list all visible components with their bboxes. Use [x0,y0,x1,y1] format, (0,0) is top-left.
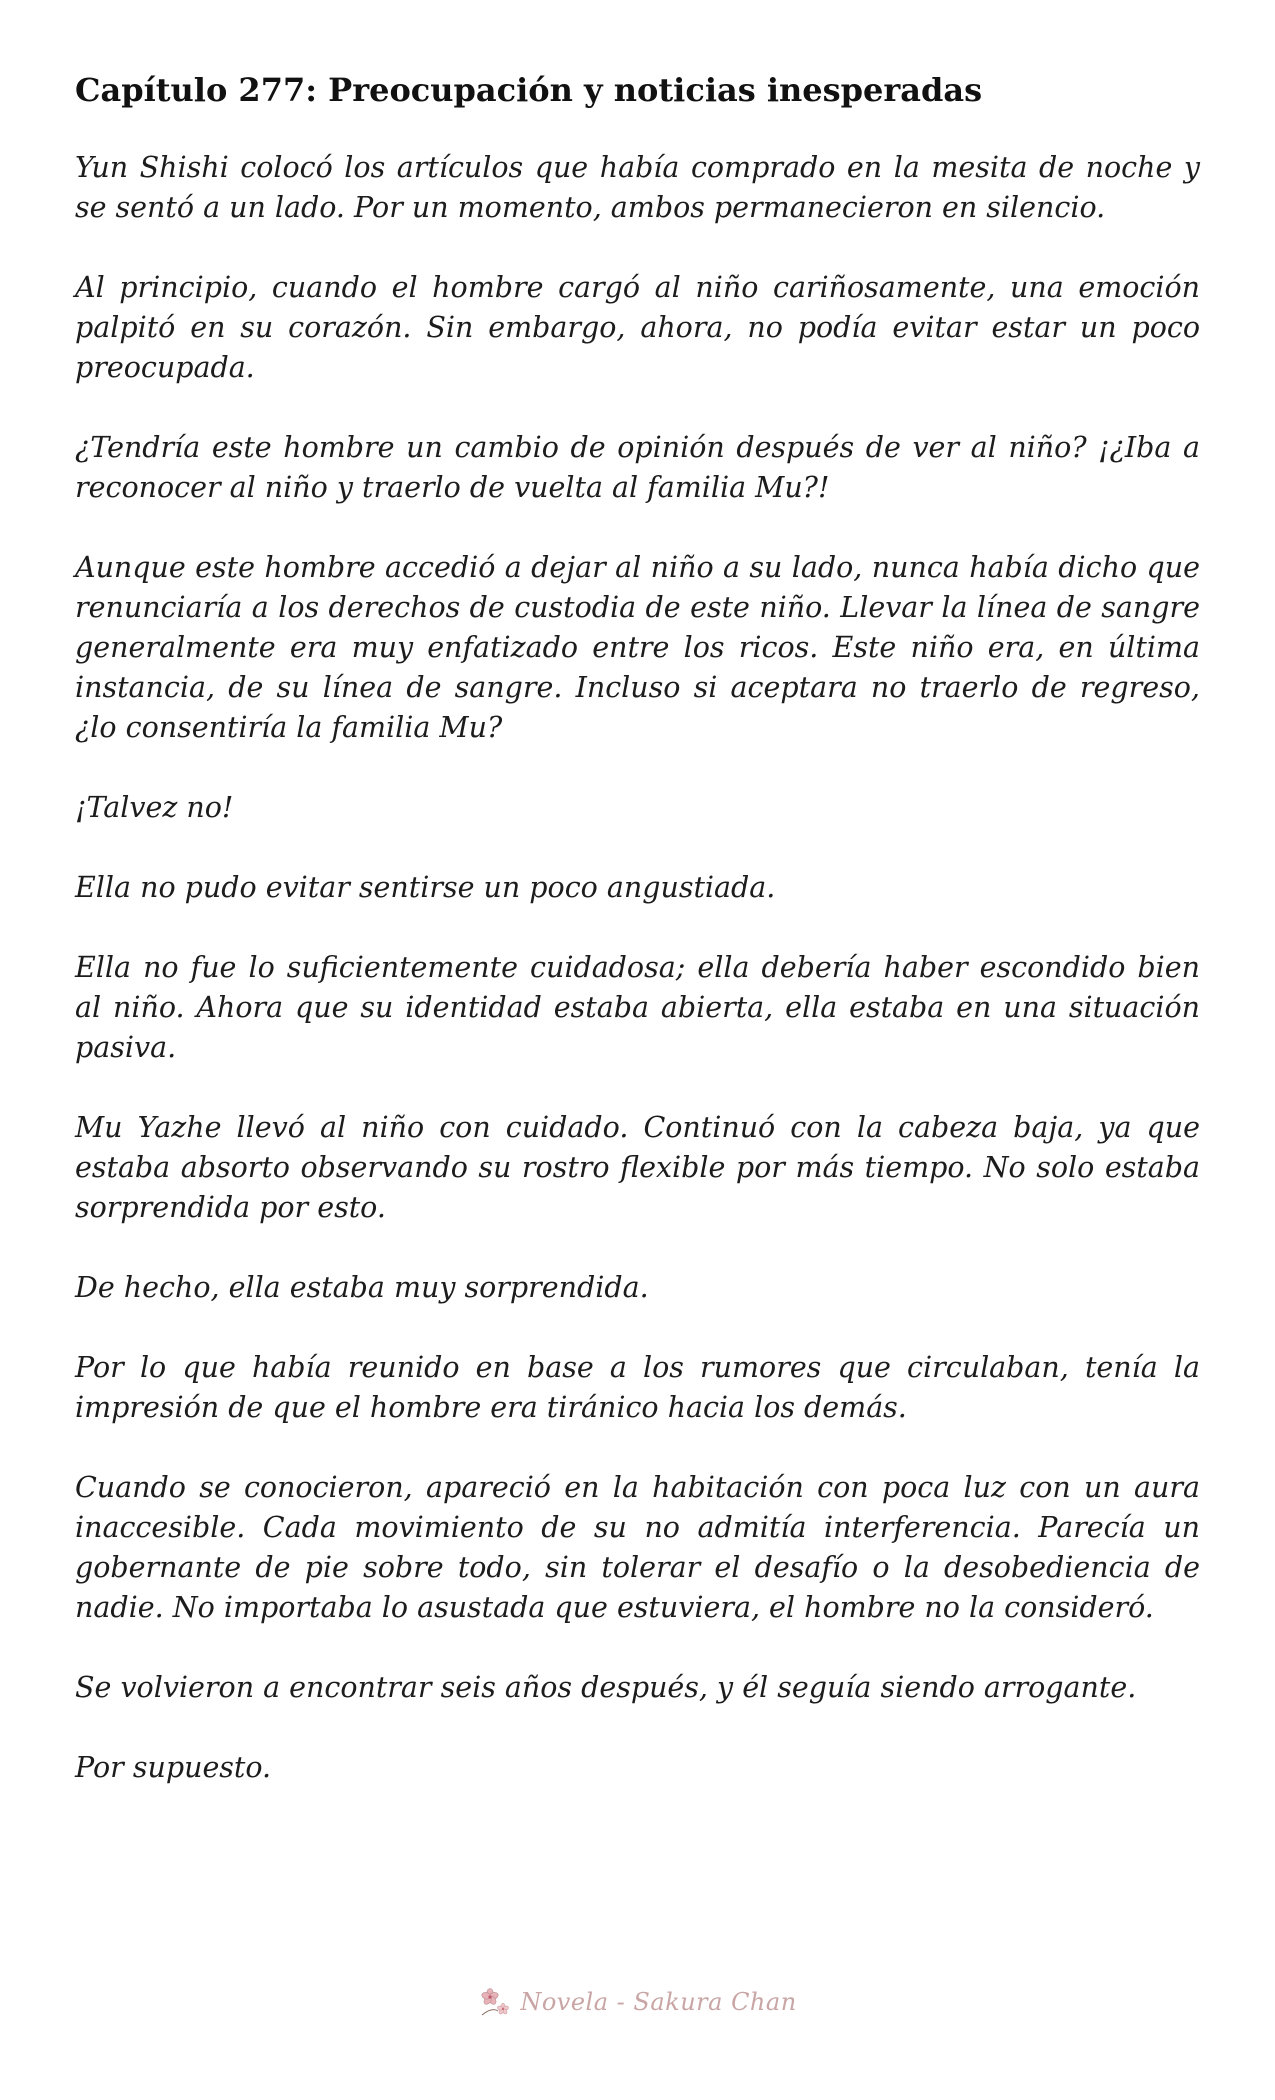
paragraph: Mu Yazhe llevó al niño con cuidado. Continuó con la cabeza baja, ya que estaba absorto observando su rostro flexible por más tiempo. No solo estaba sorprendida por esto. [75,1111,1200,1224]
paragraph: Aunque este hombre accedió a dejar al niño a su lado, nunca había dicho que renunciaría a los derechos de custodia de este niño. Llevar la línea de sangre generalmente era muy enfatizado entre los ricos. Este niño era, en última instancia, de su línea de sangre. Incluso si aceptara no traerlo de regreso, ¿lo consentiría la familia Mu? [75,551,1200,744]
paragraph: ¡Talvez no! [75,791,234,824]
watermark-footer [0,1985,1275,2019]
paragraph: Por supuesto. [75,1751,272,1784]
paragraph: Se volvieron a encontrar seis años después, y él seguía siendo arrogante. [75,1671,1137,1704]
sakura-flower-icon [478,1985,512,2019]
watermark-text: Novela - Sakura Chan [520,1988,797,2016]
chapter-title: Capítulo 277: Preocupación y noticias inesperadas [75,71,983,109]
paragraph: Por lo que había reunido en base a los rumores que circulaban, tenía la impresión de que el hombre era tiránico hacia los demás. [75,1351,1200,1424]
paragraph: De hecho, ella estaba muy sorprendida. [75,1271,649,1304]
paragraph: Cuando se conocieron, apareció en la habitación con poca luz con un aura inaccesible. Cada movimiento de su no admitía interferencia. Parecía un gobernante de pie sobre todo, sin tolerar el desafío o la desobediencia de nadie. No importaba lo asustada que estuviera, el hombre no la consideró. [75,1471,1200,1624]
paragraph: Ella no pudo evitar sentirse un poco angustiada. [75,871,776,904]
paragraph: ¿Tendría este hombre un cambio de opinión después de ver al niño? ¡¿Iba a reconocer al niño y traerlo de vuelta al familia Mu?! [75,431,1200,504]
paragraph: Ella no fue lo suficientemente cuidadosa; ella debería haber escondido bien al niño. Ahora que su identidad estaba abierta, ella estaba en una situación pasiva. [75,951,1200,1064]
chapter-page [75,70,1200,1828]
paragraph: Yun Shishi colocó los artículos que había comprado en la mesita de noche y se sentó a un lado. Por un momento, ambos permanecieron en silencio. [75,151,1200,224]
paragraph: Al principio, cuando el hombre cargó al niño cariñosamente, una emoción palpitó en su corazón. Sin embargo, ahora, no podía evitar estar un poco preocupada. [75,271,1200,384]
